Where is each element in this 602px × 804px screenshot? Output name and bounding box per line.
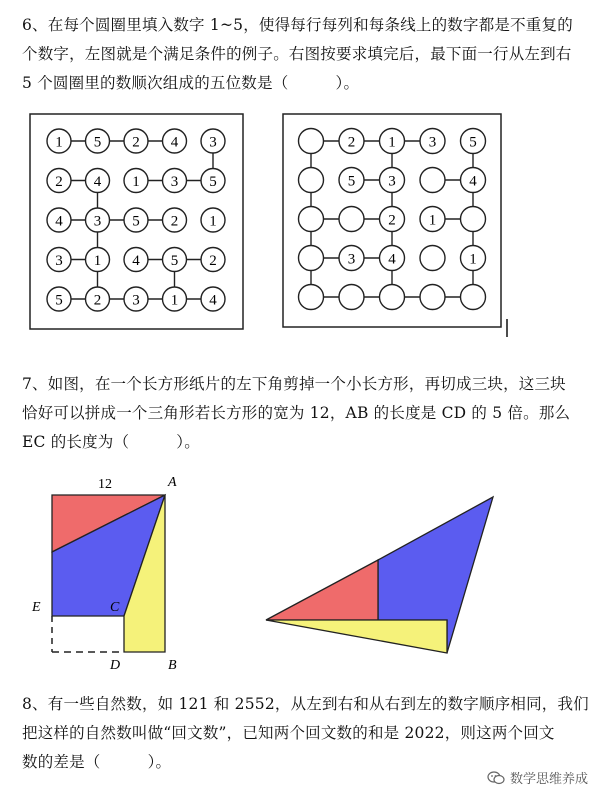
left-grid-circle-number: 1 <box>132 174 140 190</box>
left-grid-circle-number: 2 <box>132 134 140 151</box>
right-grid-circle-number: 5 <box>469 134 477 151</box>
left-grid-circle-number: 3 <box>55 253 63 269</box>
left-grid-circle-number: 2 <box>93 292 102 309</box>
left-grid-circle-number: 1 <box>93 253 102 269</box>
right-grid-circle-number: 3 <box>347 251 356 268</box>
left-grid-circle-number: 4 <box>170 134 179 151</box>
question-8-text <box>22 690 589 777</box>
left-grid-circle-number: 5 <box>132 213 140 230</box>
left-grid-circle-number: 1 <box>170 292 179 309</box>
question-7-line-3: EC 的长度为（ ）。 <box>22 433 200 451</box>
left-grid-circle-number: 4 <box>55 213 63 230</box>
question-8-line-2: 把这样的自然数叫做“回文数”，已知两个回文数的和是 2022，则这两个回文 <box>22 724 555 742</box>
right-grid-circle <box>299 285 324 310</box>
left-grid-circle-number: 3 <box>209 134 217 151</box>
right-number-grid <box>299 129 486 310</box>
label-C: C <box>110 600 120 615</box>
right-grid-circle <box>461 207 486 232</box>
label-D: D <box>110 658 121 673</box>
question-6-text <box>22 11 582 98</box>
assembled-red-piece <box>266 560 378 620</box>
question-8-line-1: 8、有一些自然数，如 121 和 2552，从左到右和从右到左的数字顺序相同，我们 <box>22 695 589 713</box>
left-grid-circle-number: 2 <box>170 213 179 230</box>
left-grid-circle-number: 5 <box>55 292 63 309</box>
label-B: B <box>168 658 177 673</box>
left-grid-circle-number: 1 <box>209 213 217 230</box>
right-grid-circle-number: 1 <box>428 212 437 229</box>
right-grid-circle <box>380 285 405 310</box>
left-grid-circle-number: 4 <box>132 253 140 269</box>
right-grid-circle-number: 1 <box>388 134 396 151</box>
left-grid-circle-number: 5 <box>93 134 102 151</box>
right-grid-circle <box>299 168 324 193</box>
watermark <box>487 768 588 787</box>
question-8-line-3: 数的差是（ ）。 <box>22 753 172 771</box>
question-6-line-3: 5 个圆圈里的数顺次组成的五位数是（ ）。 <box>22 74 360 92</box>
right-grid-circle <box>461 285 486 310</box>
right-grid-circle <box>420 168 445 193</box>
right-grid-circle-number: 3 <box>388 173 396 190</box>
question-6-figures <box>0 105 602 340</box>
left-grid-circle-number: 3 <box>132 292 140 309</box>
left-grid-circle-number: 1 <box>55 134 63 151</box>
left-grid-circle-number: 2 <box>55 174 63 190</box>
right-grid-circle <box>299 207 324 232</box>
left-grid-circle-number: 3 <box>93 213 102 230</box>
right-grid-circle <box>299 246 324 271</box>
question-7-line-1: 7、如图，在一个长方形纸片的左下角剪掉一个小长方形，再切成三块，这三块 <box>22 375 566 393</box>
question-6-line-2: 个数字，左图就是个满足条件的例子。右图按要求填完后，最下面一行从左到右 <box>22 45 572 63</box>
right-grid-circle <box>339 207 364 232</box>
left-grid-circle-number: 2 <box>209 253 217 269</box>
question-7-text <box>22 370 582 457</box>
right-grid-circle <box>339 285 364 310</box>
left-grid-circle-number: 4 <box>209 292 217 309</box>
assembled-yellow-piece <box>266 620 447 653</box>
label-A: A <box>168 475 177 490</box>
right-grid-circle <box>420 285 445 310</box>
right-grid-circle <box>299 129 324 154</box>
question-6-line-1: 6、在每个圆圈里填入数字 1~5，使得每行每列和每条线上的数字都是不重复的 <box>22 16 573 34</box>
right-grid-circle <box>420 246 445 271</box>
left-grid-circle-number: 3 <box>170 174 179 190</box>
watermark-text: 数学思维养成 <box>509 772 588 787</box>
question-7-line-2: 恰好可以拼成一个三角形若长方形的宽为 12，AB 的长度是 CD 的 5 倍。那么 <box>22 404 571 422</box>
right-grid-circle-number: 1 <box>469 251 477 268</box>
left-grid-circle-number: 5 <box>170 253 179 269</box>
right-grid-circle-number: 4 <box>388 251 396 268</box>
right-grid-circle-number: 4 <box>469 173 477 190</box>
wechat-icon <box>487 771 505 785</box>
left-grid-circle-number: 4 <box>93 174 102 190</box>
right-grid-circle-number: 3 <box>428 134 437 151</box>
label-width: 12 <box>98 477 112 492</box>
right-grid-circle-number: 2 <box>347 134 356 151</box>
right-grid-circle-number: 2 <box>388 212 396 229</box>
left-grid-circle-number: 5 <box>209 174 217 190</box>
right-grid-circle-number: 5 <box>347 173 356 190</box>
left-number-grid <box>47 129 225 311</box>
label-E: E <box>32 600 41 615</box>
question-7-figures <box>0 470 602 675</box>
